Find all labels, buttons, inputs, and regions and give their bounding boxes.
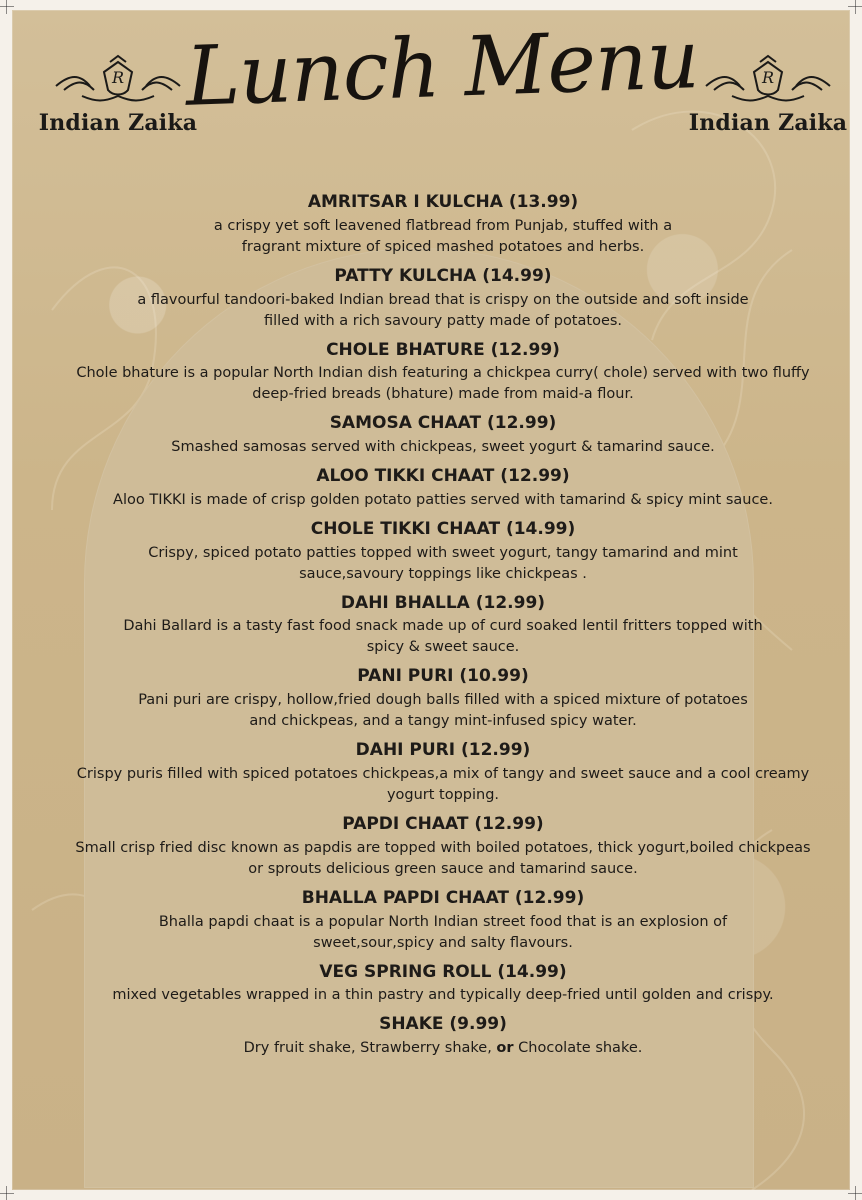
menu-item [74,340,812,406]
menu-item-description: Crispy puris filled with spiced potatoes chickpeas,a mix of tangy and sweet sauce and a cool creamy yogurt topping. [76,765,810,803]
crest-logo-icon [688,52,848,108]
crop-mark [0,1193,14,1194]
menu-card [12,10,850,1190]
menu-item-title: VEG SPRING ROLL (14.99) [319,961,567,982]
menu-item-title: DAHI BHALLA (12.99) [340,592,546,613]
menu-item-description: Crispy, spiced potato patties topped with sweet yogurt, tangy tamarind and mint sauce,savoury toppings like chickpeas . [148,544,738,582]
menu-item [74,413,812,458]
menu-item [74,814,812,880]
menu-item-description: Bhalla papdi chaat is a popular North Indian street food that is an explosion of sweet,sour,spicy and salty flavours. [158,913,728,951]
menu-item-title: PATTY KULCHA (14.99) [334,265,552,286]
menu-list [74,192,812,1059]
menu-item-description [74,1038,812,1059]
menu-item-description: a flavourful tandoori-baked Indian bread that is crispy on the outside and soft inside filled with a rich savoury patty made of potatoes. [137,291,749,329]
menu-item-title: DAHI PURI (12.99) [355,740,531,761]
shake-description-or: or [496,1040,514,1057]
crest-logo-icon [38,52,198,108]
menu-item-description: Chole bhature is a popular North Indian dish featuring a chickpea curry( chole) served with two fluffy deep-fried breads (bhature) made from maid-a flour. [76,365,810,403]
menu-item [74,593,812,659]
menu-item-title: PANI PURI (10.99) [357,666,529,687]
menu-item-title: CHOLE BHATURE (12.99) [326,339,560,360]
crop-mark [848,1193,862,1194]
brand-name: Indian Zaika [38,110,198,136]
svg-text:R: R [111,68,125,87]
crop-mark [6,0,7,14]
menu-item [74,888,812,954]
svg-text:R: R [761,68,775,87]
menu-item [74,466,812,511]
menu-title: Lunch Menu [183,12,700,125]
menu-item [74,266,812,332]
menu-item-description: mixed vegetables wrapped in a thin pastry and typically deep-fried until golden and crispy. [112,987,774,1004]
menu-item-description: Dahi Ballard is a tasty fast food snack made up of curd soaked lentil fritters topped with spicy & sweet sauce. [123,618,763,656]
brand-name: Indian Zaika [688,110,848,136]
menu-item-title: ALOO TIKKI CHAAT (12.99) [316,466,570,487]
menu-item-description: Aloo TIKKI is made of crisp golden potato patties served with tamarind & spicy mint sauce. [113,491,773,508]
menu-item-title: PAPDI CHAAT (12.99) [342,814,544,834]
crop-mark [848,6,862,7]
menu-item [74,962,812,1007]
menu-item-description: Small crisp fried disc known as papdis are topped with boiled potatoes, thick yogurt,boiled chickpeas or sprouts delicious green sauce and tamarind sauce. [75,839,811,877]
menu-item-description: Pani puri are crispy, hollow,fried dough balls filled with a spiced mixture of potatoes and chickpeas, and a tangy mint-infused spicy water. [138,692,748,730]
menu-item-description: a crispy yet soft leavened flatbread from Punjab, stuffed with a fragrant mixture of spiced mashed potatoes and herbs. [213,217,673,255]
menu-item [74,1014,812,1059]
brand-left [38,52,198,142]
menu-item [74,519,812,585]
menu-item-description: Smashed samosas served with chickpeas, sweet yogurt & tamarind sauce. [171,439,715,456]
shake-description-end: Chocolate shake. [513,1040,643,1057]
menu-item-title: AMRITSAR I KULCHA (13.99) [307,192,579,212]
brand-right [688,52,848,142]
menu-item-title: SHAKE (9.99) [379,1014,507,1035]
menu-item [74,192,812,258]
crop-mark [0,6,14,7]
menu-item-title: BHALLA PAPDI CHAAT (12.99) [301,887,585,908]
crop-mark [855,0,856,14]
shake-description-start: Dry fruit shake, Strawberry shake, [243,1040,497,1057]
menu-item-title: SAMOSA CHAAT (12.99) [329,413,557,434]
menu-item [74,740,812,806]
menu-item [74,666,812,732]
menu-item-title: CHOLE TIKKI CHAAT (14.99) [310,518,576,539]
